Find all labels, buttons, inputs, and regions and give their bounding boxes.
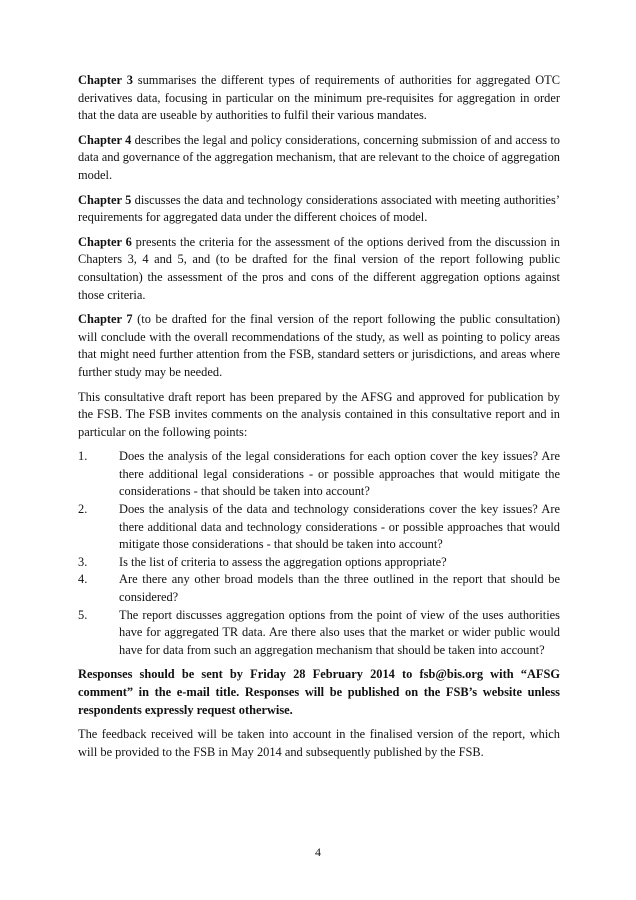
page-body [78,72,560,768]
question-text: Does the analysis of the data and technology considerations cover the key issues? Are there additional data and technology considerations - or possible approaches that would mitigate those considerations - that should be taken into account? [119,502,560,552]
question-text: The report discusses aggregation options from the point of view of the uses authorities have for aggregated TR data. Are there also uses that the market or wider public would have for data from such an aggregation mechanism that should be taken into account? [119,607,560,657]
chapter-3-text: summarises the different types of requirements of authorities for aggregated OTC derivatives data, focusing in particular on the minimum pre-requisites for aggregation in order that the data are useable by authorities to fulfil their various mandates. [78,73,560,123]
consultation-questions-list [78,448,560,659]
chapter-7-heading: Chapter 7 [78,312,133,327]
chapter-6-paragraph [78,234,560,304]
question-number: 2. [78,502,88,517]
chapter-7-paragraph [78,311,560,381]
question-item [78,571,560,606]
question-number: 5. [78,607,88,622]
question-item [78,501,560,554]
chapter-3-paragraph [78,72,560,125]
chapter-5-text: discusses the data and technology considerations associated with meeting authorities’ requirements for aggregated data under the different choices of model. [78,192,560,225]
chapter-4-paragraph [78,132,560,185]
intro-paragraph: This consultative draft report has been prepared by the AFSG and approved for publication by the FSB. The FSB invites comments on the analysis contained in this consultative report and in particular on the following points: [78,389,560,439]
chapter-4-heading: Chapter 4 [78,132,132,147]
question-item [78,554,560,572]
page-number: 4 [315,845,321,859]
responses-instruction: Responses should be sent by Friday 28 February 2014 to fsb@bis.org with “AFSG comment” in the e-mail title. Responses will be published on the FSB’s website unless respondents expressly request otherwise. [78,667,560,717]
question-number: 4. [78,572,88,587]
question-number: 3. [78,554,88,569]
chapter-6-heading: Chapter 6 [78,234,132,249]
closing-paragraph: The feedback received will be taken into account in the finalised version of the report, which will be provided to the FSB in May 2014 and subsequently published by the FSB. [78,727,560,759]
question-text: Is the list of criteria to assess the aggregation options appropriate? [119,554,447,569]
question-item [78,448,560,501]
chapter-5-heading: Chapter 5 [78,192,132,207]
chapter-4-text: describes the legal and policy considerations, concerning submission of and access to data and governance of the aggregation mechanism, that are relevant to the choice of aggregation model. [78,132,561,182]
chapter-7-text: (to be drafted for the final version of the report following the public consultation) will conclude with the overall recommendations of the study, as well as pointing to policy areas that might need further attention from the FSB, standard setters or jurisdictions, and areas where further study may be needed. [78,312,560,379]
chapter-6-text: presents the criteria for the assessment of the options derived from the discussion in Chapters 3, 4 and 5, and (to be drafted for the final version of the report following public consultation) the assessment of the pros and cons of the different aggregation options against those criteria. [78,234,560,302]
chapter-5-paragraph [78,192,560,227]
chapter-3-heading: Chapter 3 [78,73,133,87]
question-text: Does the analysis of the legal considerations for each option cover the key issues? Are there additional legal considerations - or possible approaches that would mitigate the considerations - that should be taken into account? [119,449,560,499]
question-number: 1. [78,449,88,464]
question-item [78,607,560,660]
question-text: Are there any other broad models than the three outlined in the report that should be considered? [119,572,560,605]
